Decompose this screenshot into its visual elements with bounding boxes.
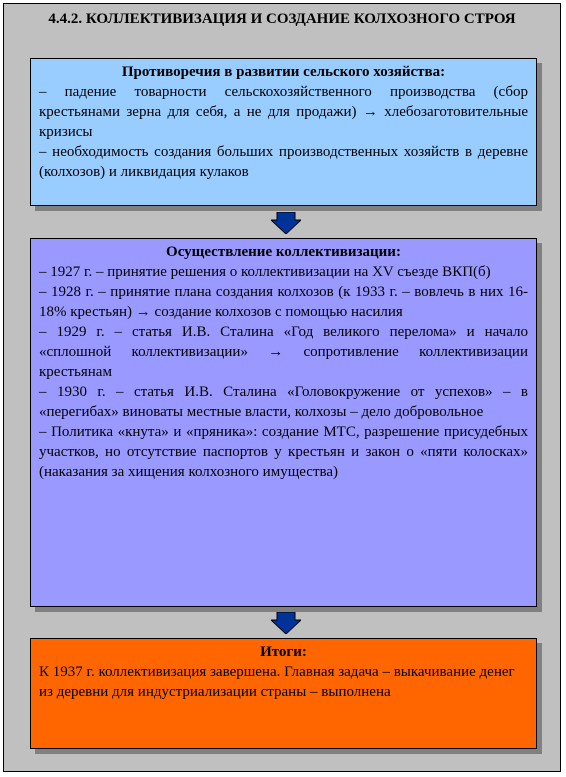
- diagram-frame: [3, 3, 561, 772]
- results-heading: Итоги:: [260, 644, 307, 660]
- contradictions-box: [30, 58, 537, 206]
- down-arrow-icon: [271, 212, 301, 234]
- implementation-box: [30, 238, 537, 607]
- implementation-line-1: – 1927 г. – принятие решения о коллективизации на XV съезде ВКП(б): [39, 264, 491, 280]
- contradictions-line-1: – падение товарности сельскохозяйственного производства (сбор крестьянами зерна для себя, а не для продажи) → хлебозаготовительные кризисы: [39, 84, 528, 140]
- results-line-1: К 1937 г. коллективизация завершена. Главная задача – выкачивание денег из деревни для индустриализации страны – выполнена: [39, 664, 515, 700]
- results-box: [30, 638, 537, 749]
- contradictions-heading: Противоречия в развитии сельского хозяйства:: [121, 64, 446, 80]
- diagram-title: 4.4.2. КОЛЛЕКТИВИЗАЦИЯ И СОЗДАНИЕ КОЛХОЗНОГО СТРОЯ: [48, 11, 516, 27]
- implementation-line-4: – 1930 г. – статья И.В. Сталина «Головокружение от успехов» – в «перегибах» виноваты местные власти, колхозы – дело добровольное: [39, 384, 528, 420]
- implementation-heading: Осуществление коллективизации:: [166, 244, 401, 260]
- down-arrow-icon: [271, 612, 301, 634]
- implementation-line-5: – Политика «кнута» и «пряника»: создание МТС, разрешение присудебных участков, но отсутствие паспортов у крестьян и закон о «пяти колосках» (наказания за хищения колхозного имущества): [39, 424, 528, 480]
- implementation-line-2: – 1928 г. – принятие плана создания колхозов (к 1933 г. – вовлечь в них 16-18% крестьян) → создание колхозов с помощью насилия: [39, 284, 528, 320]
- implementation-line-3: – 1929 г. – статья И.В. Сталина «Год великого перелома» и начало «сплошной коллективизации» → сопротивление коллективизации крестьянам: [39, 324, 528, 380]
- contradictions-line-2: – необходимость создания больших производственных хозяйств в деревне (колхозов) и ликвидация кулаков: [39, 144, 528, 180]
